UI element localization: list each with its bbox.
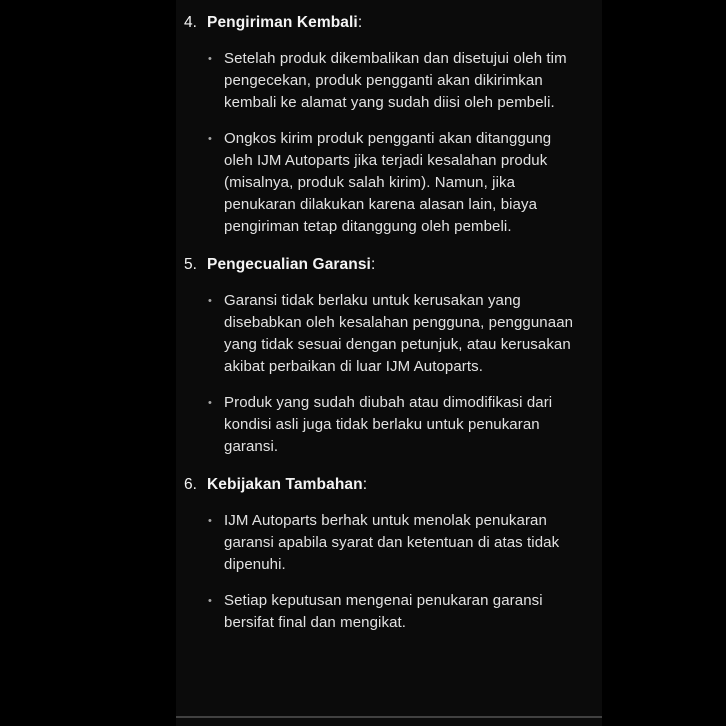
section-title: Pengecualian Garansi (207, 256, 371, 273)
policy-document (176, 0, 602, 726)
bullet-item (184, 590, 580, 634)
section-title-wrap (207, 254, 375, 276)
section-heading (184, 474, 580, 496)
bullet-item (184, 128, 580, 238)
bullet-icon: • (208, 133, 212, 145)
bullet-text: IJM Autoparts berhak untuk menolak penukaran garansi apabila syarat dan ketentuan di atas tidak dipenuhi. (224, 512, 560, 573)
bullet-text: Setelah produk dikembalikan dan disetujui oleh tim pengecekan, produk pengganti akan dikirimkan kembali ke alamat yang sudah diisi oleh pembeli. (224, 50, 567, 111)
bullet-icon: • (208, 515, 212, 527)
section-number: 6. (184, 476, 197, 493)
bullet-icon: • (208, 397, 212, 409)
policy-section-4 (184, 12, 580, 238)
bullet-item (184, 48, 580, 114)
bullet-text: Produk yang sudah diubah atau dimodifikasi dari kondisi asli juga tidak berlaku untuk penukaran garansi. (224, 394, 553, 455)
section-title-wrap (207, 474, 367, 496)
policy-section-5 (184, 254, 580, 458)
section-number: 4. (184, 14, 197, 31)
bullet-icon: • (208, 295, 212, 307)
bullet-text: Ongkos kirim produk pengganti akan ditanggung oleh IJM Autoparts jika terjadi kesalahan produk (misalnya, produk salah kirim). Namun, jika penukaran dilakukan karena alasan lain, biaya pengiriman tetap ditanggung oleh pembeli. (224, 130, 552, 235)
bullet-item (184, 290, 580, 378)
section-title-wrap (207, 12, 362, 34)
section-title: Kebijakan Tambahan (207, 476, 363, 493)
section-title: Pengiriman Kembali (207, 14, 358, 31)
bullet-text: Garansi tidak berlaku untuk kerusakan yang disebabkan oleh kesalahan pengguna, penggunaan yang tidak sesuai dengan petunjuk, atau kerusakan akibat perbaikan di luar IJM Autoparts. (224, 292, 574, 375)
bullet-icon: • (208, 53, 212, 65)
bullet-item (184, 510, 580, 576)
bullet-text: Setiap keputusan mengenai penukaran garansi bersifat final dan mengikat. (224, 592, 543, 631)
policy-section-6 (184, 474, 580, 634)
bullet-icon: • (208, 595, 212, 607)
section-title-suffix: : (362, 476, 368, 493)
section-number: 5. (184, 256, 197, 273)
section-title-suffix: : (370, 256, 376, 273)
bullet-item (184, 392, 580, 458)
bottom-divider (176, 716, 602, 718)
section-title-suffix: : (357, 14, 363, 31)
section-heading (184, 254, 580, 276)
section-heading (184, 12, 580, 34)
